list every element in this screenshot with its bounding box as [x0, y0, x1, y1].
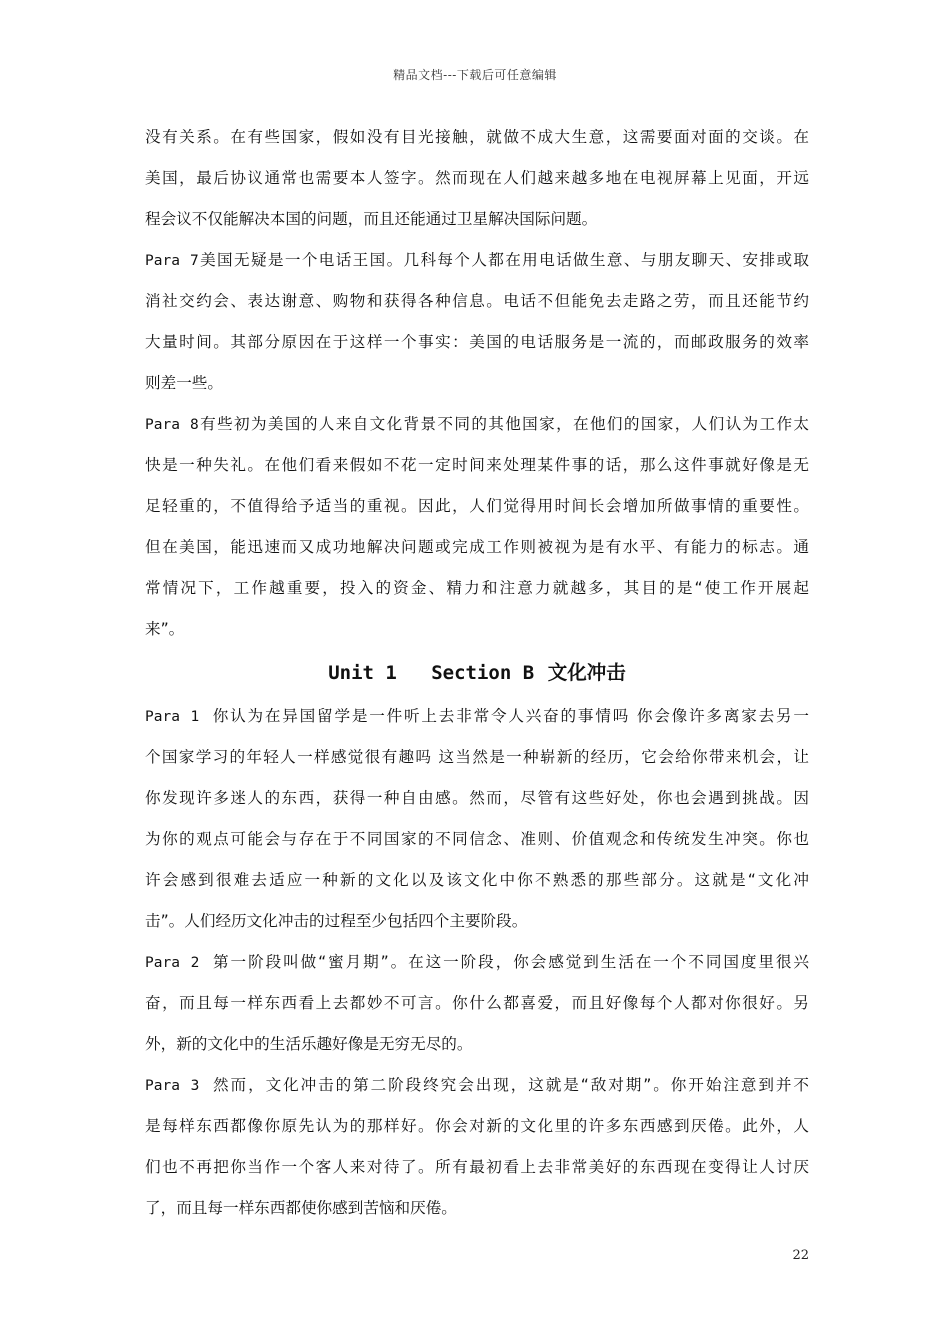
- para8-first-line: [145, 404, 809, 445]
- b-para3-line: 们也不再把你当作一个客人来对待了。所有最初看上去非常美好的东西现在变得让人讨厌: [145, 1158, 809, 1176]
- intro-line: 程会议不仅能解决本国的问题，而且还能通过卫星解决国际问题。: [145, 210, 598, 228]
- header-note: 精品文档---下载后可任意编辑: [393, 68, 557, 82]
- para8-line: 常情况下，工作越重要，投入的资金、精力和注意力就越多，其目的是“使工作开展起: [145, 579, 809, 597]
- b-para2-line: 外，新的文化中的生活乐趣好像是无穷无尽的。: [145, 1035, 473, 1053]
- b-para1-line: 个国家学习的年轻人一样感觉很有趣吗 这当然是一种崭新的经历，它会给你带来机会，让: [145, 748, 809, 766]
- page-number: 22: [792, 1248, 809, 1263]
- b-para3-line: 然而，文化冲击的第二阶段终究会出现，这就是“敌对期”。你开始注意到并不: [213, 1076, 809, 1094]
- b-para3-line: 是每样东西都像你原先认为的那样好。你会对新的文化里的许多东西感到厌倦。此外，人: [145, 1117, 809, 1135]
- section-title-text: 文化冲击: [547, 661, 626, 684]
- para7-line: 大量时间。其部分原因在于这样一个事实：美国的电话服务是一流的，而邮政服务的效率: [145, 333, 809, 351]
- para8-line: 有些初为美国的人来自文化背景不同的其他国家，在他们的国家，人们认为工作太: [198, 415, 809, 433]
- para7-label: Para 7: [145, 253, 199, 269]
- para8-line: 来”。: [145, 620, 185, 638]
- para7-line: 美国无疑是一个电话王国。几科每个人都在用电话做生意、与朋友聊天、安排或取: [198, 251, 809, 269]
- para8-line: 快是一种失礼。在他们看来假如不花一定时间来处理某件事的话，那么这件事就好像是无: [145, 456, 809, 474]
- b-para1-label: Para 1: [145, 709, 200, 725]
- section-label: Section B: [431, 662, 535, 684]
- para7-line: 则差一些。: [145, 374, 223, 392]
- b-para1-line: 为你的观点可能会与存在于不同国家的不同信念、准则、价值观念和传统发生冲突。你也: [145, 830, 809, 848]
- b-para3-line: 了，而且每一样东西都使你感到苦恼和厌倦。: [145, 1199, 457, 1217]
- para8-label: Para 8: [145, 417, 199, 433]
- para8-line: 但在美国，能迅速而又成功地解决问题或完成工作则被视为是有水平、有能力的标志。通: [145, 538, 809, 556]
- b-para2-first-line: [145, 942, 809, 983]
- para8-line: 足轻重的，不值得给予适当的重视。因此，人们觉得用时间长会增加所做事情的重要性。: [145, 497, 809, 515]
- b-para3-label: Para 3: [145, 1078, 200, 1094]
- b-para1-line: 你认为在异国留学是一件听上去非常令人兴奋的事情吗 你会像许多离家去另一: [212, 707, 809, 725]
- b-para2-label: Para 2: [145, 955, 200, 971]
- section-unit: Unit 1: [328, 662, 397, 684]
- para7-first-line: [145, 240, 809, 281]
- b-para1-line: 许会感到很难去适应一种新的文化以及该文化中你不熟悉的那些部分。这就是“文化冲: [145, 871, 809, 889]
- b-para1-line: 击”。人们经历文化冲击的过程至少包括四个主要阶段。: [145, 912, 528, 930]
- b-para1-line: 你发现许多迷人的东西，获得一种自由感。然而，尽管有这些好处，你也会遇到挑战。因: [145, 789, 809, 807]
- para7-line: 消社交约会、表达谢意、购物和获得各种信息。电话不但能免去走路之劳，而且还能节约: [145, 292, 809, 310]
- b-para2-line: 第一阶段叫做“蜜月期”。在这一阶段，你会感觉到生活在一个不同国度里很兴: [213, 953, 809, 971]
- intro-line: 美国，最后协议通常也需要本人签字。然而现在人们越来越多地在电视屏幕上见面，开远: [145, 169, 809, 187]
- b-para2-line: 奋，而且每一样东西看上去都妙不可言。你什么都喜爱，而且好像每个人都对你很好。另: [145, 994, 809, 1012]
- document-body: [145, 117, 809, 1229]
- section-heading: [145, 650, 809, 696]
- b-para3-first-line: [145, 1065, 809, 1106]
- intro-line: 没有关系。在有些国家，假如没有目光接触，就做不成大生意，这需要面对面的交谈。在: [145, 128, 809, 146]
- b-para1-first-line: [145, 696, 809, 737]
